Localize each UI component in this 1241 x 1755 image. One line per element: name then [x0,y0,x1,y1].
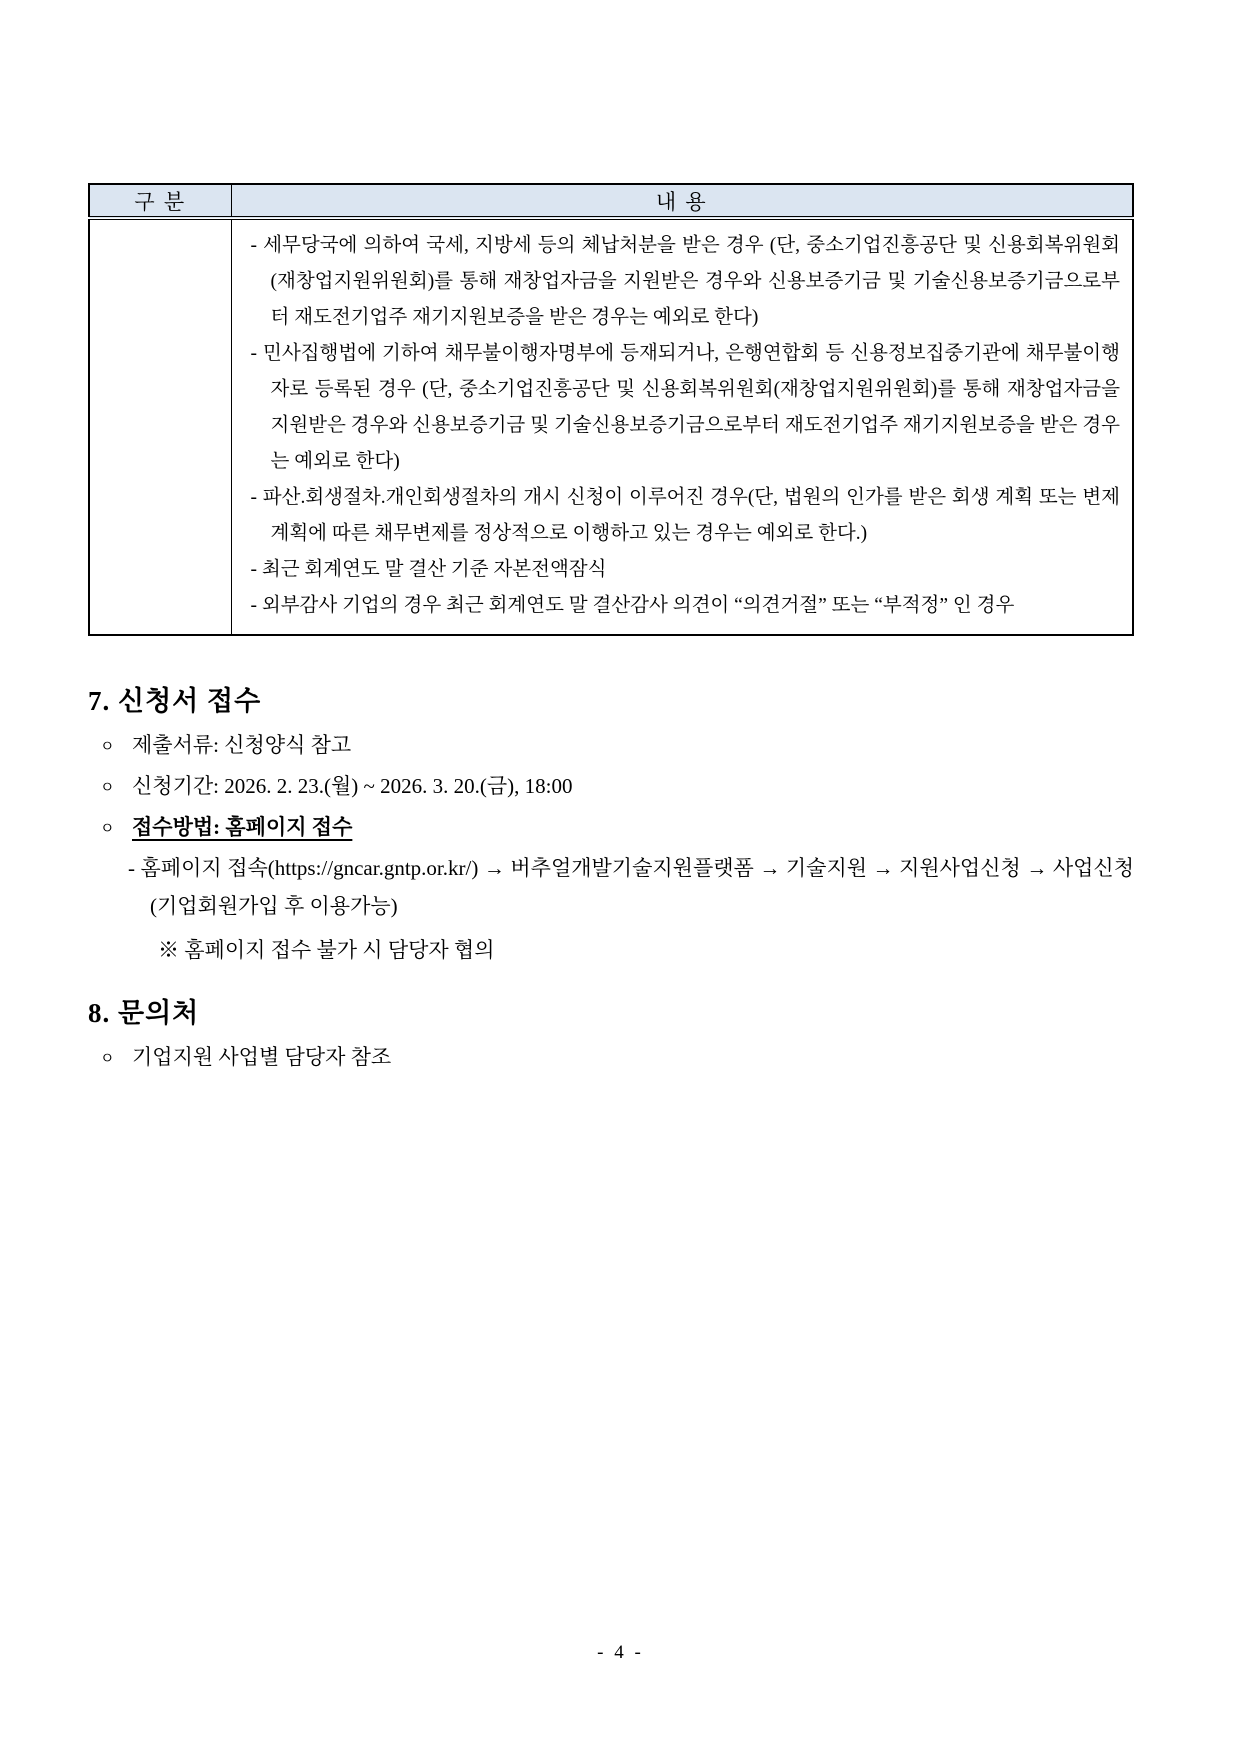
table-header-row [89,184,1133,218]
document-content [88,183,1134,1079]
criteria-bullet: - 외부감사 기업의 경우 최근 회계연도 말 결산감사 의견이 “의견거절” 또는 “부적정” 인 경우 [250,595,1015,616]
section-8 [88,996,1134,1079]
criteria-table [88,183,1134,636]
criteria-bullet: - 민사집행법에 기하여 채무불이행자명부에 등재되거나, 은행연합회 등 신용정보집중기관에 채무불이행자로 등록된 경우 (단, 중소기업진흥공단 및 신용회복위원회(재창업지원위원회)를 통해 재창업자금을 지원받은 경우와 신용보증기금 및 기술신용보증기금으로부터 재도전기업주 재기지원보증을 받은 경우는 예외로 한다) [250,343,1120,472]
table-header-category: 구 분 [89,184,231,218]
circle-bullet-icon: ㅇ [100,780,115,796]
list-item-text: 제출서류: 신청양식 참고 [132,733,352,757]
page-number: - 4 - [597,1642,644,1663]
list-item-text: 신청기간: 2026. 2. 23.(월) ~ 2026. 3. 20.(금), 18:00 [132,774,573,798]
section-7-items [88,726,1134,970]
table-category-cell [89,218,231,635]
circle-bullet-icon: ㅇ [100,821,115,837]
table-content-cell [231,218,1133,635]
section-7 [88,684,1134,970]
section-7-title: 7. 신청서 접수 [88,686,262,716]
list-item [88,767,1134,808]
list-item [88,808,1134,849]
submission-method-detail: - 홈페이지 접속(https://gncar.gntp.or.kr/) → 버추얼개발기술지원플랫폼 → 기술지원 → 지원사업신청 → 사업신청(기업회원가입 후 이용가능) [128,856,1134,918]
criteria-bullet: - 파산.회생절차.개인회생절차의 개시 신청이 이루어진 경우(단, 법원의 인가를 받은 회생 계획 또는 변제계획에 따른 채무변제를 정상적으로 이행하고 있는 경우는 예외로 한다.) [250,487,1120,544]
table-header-content: 내 용 [231,184,1133,218]
list-item-text: 기업지원 사업별 담당자 참조 [132,1045,392,1069]
criteria-bullet: - 세무당국에 의하여 국세, 지방세 등의 체납처분을 받은 경우 (단, 중소기업진흥공단 및 신용회복위원회(재창업지원위원회)를 통해 재창업자금을 지원받은 경우와 신용보증기금 및 기술신용보증기금으로부터 재도전기업주 재기지원보증을 받은 경우는 예외로 한다) [250,235,1120,328]
list-item-text-emphasized: 접수방법: 홈페이지 접수 [132,815,353,839]
list-item [88,726,1134,767]
section-8-items [88,1038,1134,1079]
submission-note: ※ 홈페이지 접수 불가 시 담당자 협의 [158,938,495,962]
criteria-bullet: - 최근 회계연도 말 결산 기준 자본전액잠식 [250,559,607,580]
table-row [89,218,1133,635]
list-item [88,1038,1134,1079]
section-8-title: 8. 문의처 [88,998,200,1028]
circle-bullet-icon: ㅇ [100,739,115,755]
circle-bullet-icon: ㅇ [100,1051,115,1067]
